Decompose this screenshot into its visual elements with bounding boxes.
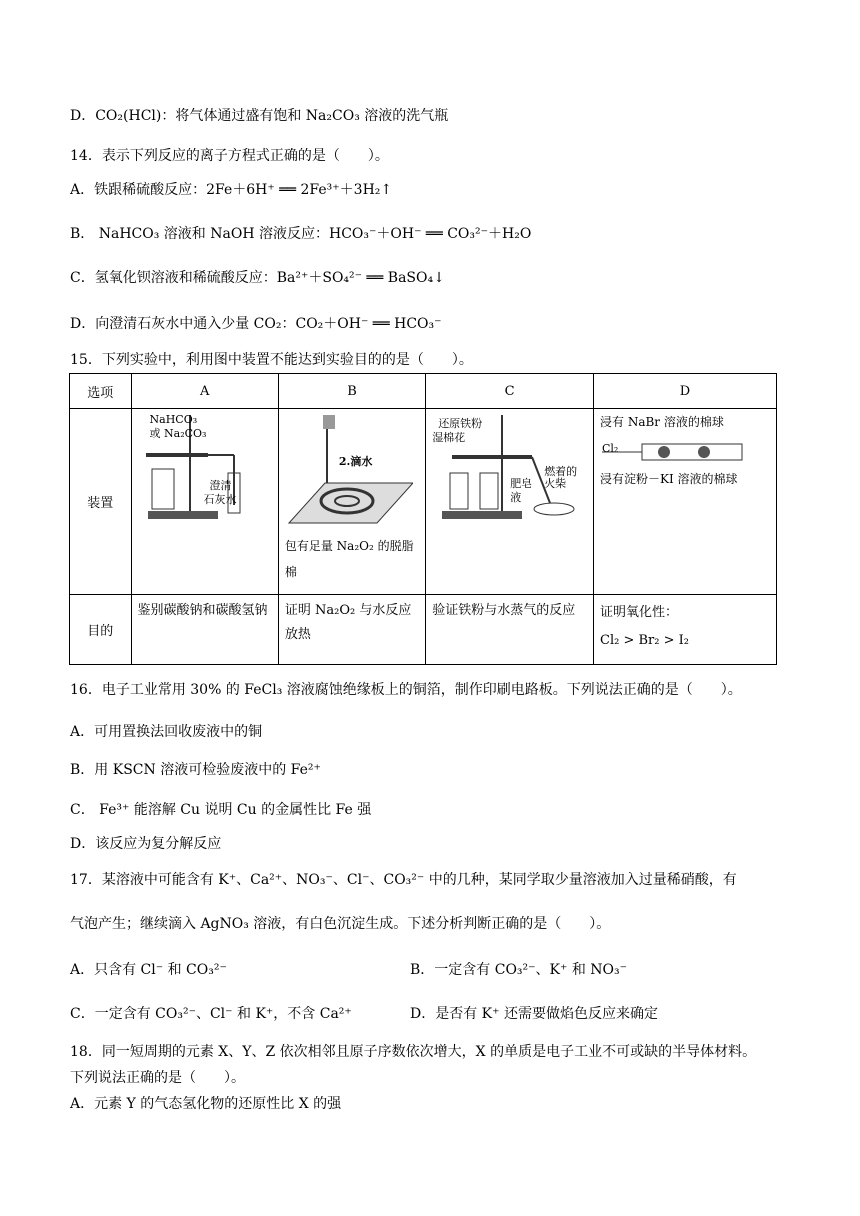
q14-stem: 14．表示下列反应的离子方程式正确的是（ ）。 <box>70 148 389 164</box>
row-purpose-label: 目的 <box>70 595 132 665</box>
header-option: 选项 <box>70 374 132 409</box>
q17-option-c: C．一定含有 CO₃²⁻、Cl⁻ 和 K⁺，不含 Ca²⁺ <box>70 1006 352 1022</box>
purpose-d <box>594 595 777 665</box>
q14-option-d: D．向澄清石灰水中通入少量 CO₂：CO₂＋OH⁻ ══ HCO₃⁻ <box>70 316 442 332</box>
purpose-d-line2: Cl₂ > Br₂ > I₂ <box>600 633 689 648</box>
q15-table <box>69 373 777 665</box>
q16-option-b: B．用 KSCN 溶液可检验废液中的 Fe²⁺ <box>70 762 321 778</box>
device-b <box>278 409 425 595</box>
label-solution: 液 <box>510 491 522 504</box>
q14-option-b: B． NaHCO₃ 溶液和 NaOH 溶液反应：HCO₃⁻＋OH⁻ ══ CO₃²⁻＋H₂O <box>70 226 532 242</box>
label-clear: 澄清 <box>209 479 232 492</box>
purpose-c: 验证铁粉与水蒸气的反应 <box>426 595 594 665</box>
label-nahco3: NaHCO₃ <box>149 413 198 426</box>
apparatus-d-drawing <box>600 430 770 470</box>
label-drip-water: 2.滴水 <box>338 455 373 468</box>
label-soap: 肥皂 <box>510 477 533 490</box>
purpose-d-line1: 证明氧化性： <box>600 605 679 620</box>
label-iron-powder: 还原铁粉 <box>438 417 483 430</box>
label-limewater: 石灰水 <box>203 493 237 506</box>
q16-option-d: D．该反应为复分解反应 <box>70 836 222 852</box>
q17-option-a: A．只含有 Cl⁻ 和 CO₃²⁻ <box>70 962 227 978</box>
q18-stem-1: 18．同一短周期的元素 X、Y、Z 依次相邻且原子序数依次增大，X 的单质是电子工业不可或缺的半导体材料。 <box>70 1044 757 1060</box>
q17-stem-1: 17．某溶液中可能含有 K⁺、Ca²⁺、NO₃⁻、Cl⁻、CO₃²⁻ 中的几种，某同学取少量溶液加入过量稀硝酸，有 <box>70 872 737 888</box>
device-d <box>594 409 777 595</box>
device-b-caption: 包有足量 Na₂O₂ 的脱脂棉 <box>284 539 414 579</box>
device-d-top-label: 浸有 NaBr 溶液的棉球 <box>600 415 724 429</box>
q18-stem-2: 下列说法正确的是（ ）。 <box>70 1070 245 1086</box>
q16-option-a: A．可用置换法回收废液中的铜 <box>70 724 263 740</box>
device-a <box>131 409 278 595</box>
q14-option-c: C．氢氧化钡溶液和稀硫酸反应：Ba²⁺＋SO₄²⁻ ══ BaSO₄↓ <box>70 270 445 286</box>
label-na2co3: 或 Na₂CO₃ <box>149 427 207 440</box>
device-c <box>426 409 594 595</box>
header-c: C <box>426 374 594 409</box>
device-d-bottom-label: 浸有淀粉－KI 溶液的棉球 <box>600 472 738 486</box>
header-b: B <box>278 374 425 409</box>
label-match: 火柴 <box>544 477 567 490</box>
header-d: D <box>594 374 777 409</box>
row-device-label: 装置 <box>70 409 132 595</box>
header-a: A <box>131 374 278 409</box>
purpose-a: 鉴别碳酸钠和碳酸氢钠 <box>131 595 278 665</box>
q15-stem: 15．下列实验中，利用图中装置不能达到实验目的的是（ ）。 <box>70 352 473 368</box>
q14-option-a: A．铁跟稀硫酸反应：2Fe＋6H⁺ ══ 2Fe³⁺＋3H₂↑ <box>70 182 393 198</box>
q16-option-c: C． Fe³⁺ 能溶解 Cu 说明 Cu 的金属性比 Fe 强 <box>70 802 372 818</box>
apparatus-b-drawing <box>285 413 413 533</box>
label-cl2: Cl₂ <box>602 442 619 455</box>
apparatus-c-image <box>432 413 582 523</box>
q17-stem-2: 气泡产生；继续滴入 AgNO₃ 溶液，有白色沉淀生成。下述分析判断正确的是（ ）。 <box>70 916 611 932</box>
label-wet-cotton: 湿棉花 <box>432 431 466 444</box>
apparatus-a-image <box>138 413 256 523</box>
q13-option-d: D．CO₂(HCl)：将气体通过盛有饱和 Na₂CO₃ 溶液的洗气瓶 <box>70 108 449 124</box>
apparatus-d-image <box>600 430 770 470</box>
purpose-b: 证明 Na₂O₂ 与水反应放热 <box>278 595 425 665</box>
q17-option-d: D．是否有 K⁺ 还需要做焰色反应来确定 <box>410 1006 658 1022</box>
q17-option-b: B．一定含有 CO₃²⁻、K⁺ 和 NO₃⁻ <box>410 962 628 978</box>
label-burning: 燃着的 <box>544 465 578 478</box>
q16-stem: 16．电子工业常用 30% 的 FeCl₃ 溶液腐蚀绝缘板上的铜箔，制作印刷电路板。下列说法正确的是（ ）。 <box>70 682 742 698</box>
apparatus-b-image <box>285 413 403 533</box>
q18-option-a: A．元素 Y 的气态氢化物的还原性比 X 的强 <box>70 1096 342 1112</box>
